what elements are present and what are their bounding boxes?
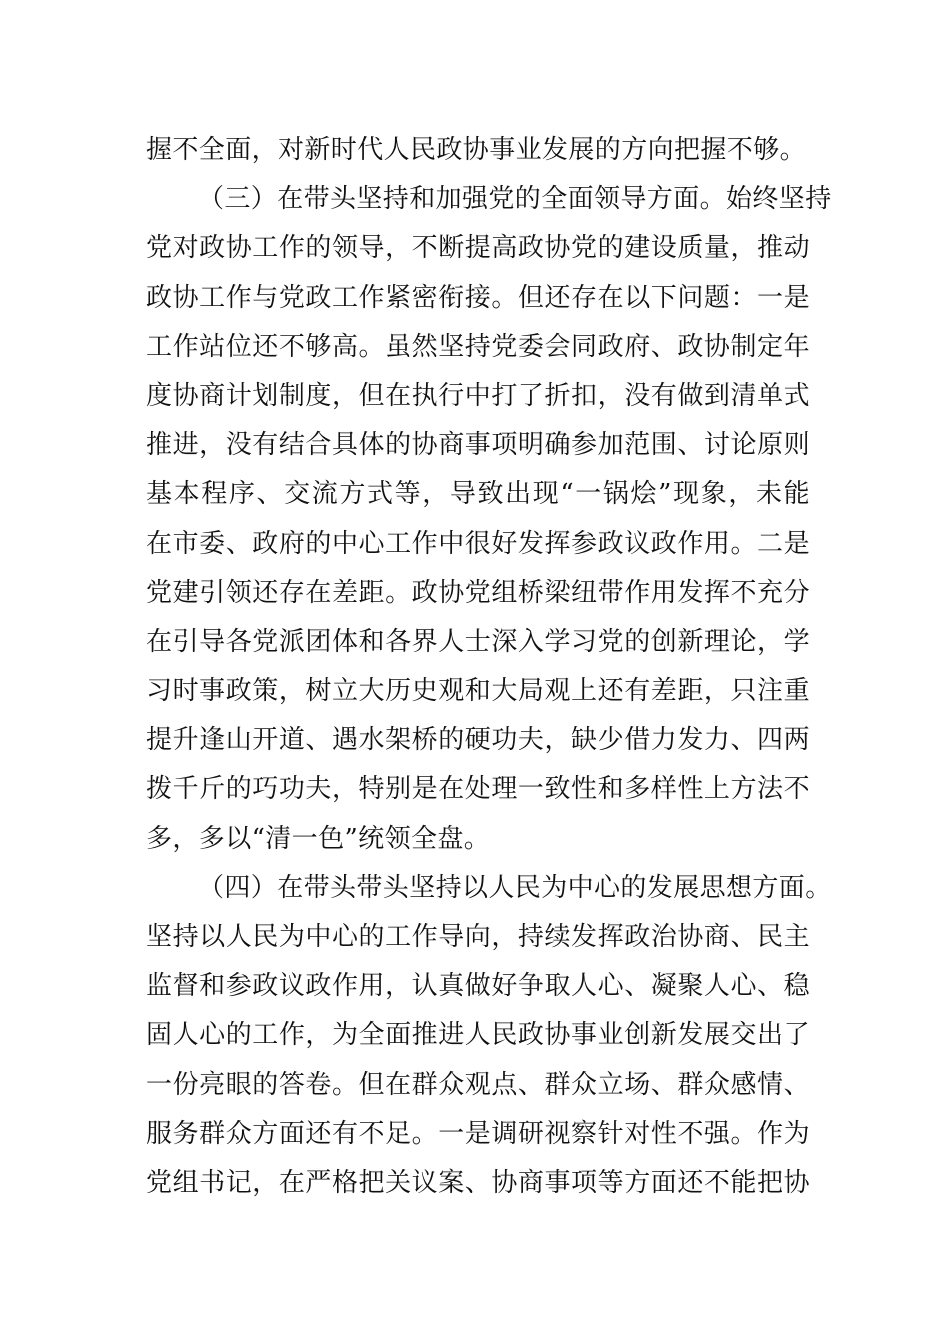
text-line: 党组书记，在严格把关议案、协商事项等方面还不能把协 <box>146 1167 810 1198</box>
text-line: 拨千斤的巧功夫，特别是在处理一致性和多样性上方法不 <box>146 774 810 805</box>
text-line: 在市委、政府的中心工作中很好发挥参政议政作用。二是 <box>146 528 810 559</box>
text-line: 基本程序、交流方式等，导致出现“一锅烩”现象，未能 <box>146 479 810 510</box>
text-line: 多，多以“清一色”统领全盘。 <box>146 823 491 854</box>
document-body <box>146 126 832 1208</box>
text-line: 推进，没有结合具体的协商事项明确参加范围、讨论原则 <box>146 430 810 461</box>
text-line: 度协商计划制度，但在执行中打了折扣，没有做到清单式 <box>146 380 810 411</box>
text-line: 监督和参政议政作用，认真做好争取人心、凝聚人心、稳 <box>146 971 810 1002</box>
text-line: 握不全面，对新时代人民政协事业发展的方向把握不够。 <box>146 135 807 165</box>
text-line: 服务群众方面还有不足。一是调研视察针对性不强。作为 <box>146 1118 810 1149</box>
text-line: 工作站位还不够高。虽然坚持党委会同政府、政协制定年 <box>146 331 810 362</box>
text-line: 党建引领还存在差距。政协党组桥梁纽带作用发挥不充分 <box>146 577 810 608</box>
section-heading-line: （三）在带头坚持和加强党的全面领导方面。始终坚持 <box>198 184 832 215</box>
text-line: 一份亮眼的答卷。但在群众观点、群众立场、群众感情、 <box>146 1069 810 1100</box>
text-line: 党对政协工作的领导，不断提高政协党的建设质量，推动 <box>146 233 810 264</box>
text-line: 坚持以人民为中心的工作导向，持续发挥政治协商、民主 <box>146 922 810 952</box>
text-line: 固人心的工作，为全面推进人民政协事业创新发展交出了 <box>146 1020 810 1051</box>
text-line: 提升逢山开道、遇水架桥的硬功夫，缺少借力发力、四两 <box>146 725 810 756</box>
section-heading-line: （四）在带头带头坚持以人民为中心的发展思想方面。 <box>198 872 832 903</box>
text-line: 在引导各党派团体和各界人士深入学习党的创新理论，学 <box>146 626 810 657</box>
text-line: 政协工作与党政工作紧密衔接。但还存在以下问题：一是 <box>146 282 810 313</box>
text-line: 习时事政策，树立大历史观和大局观上还有差距，只注重 <box>146 676 810 707</box>
